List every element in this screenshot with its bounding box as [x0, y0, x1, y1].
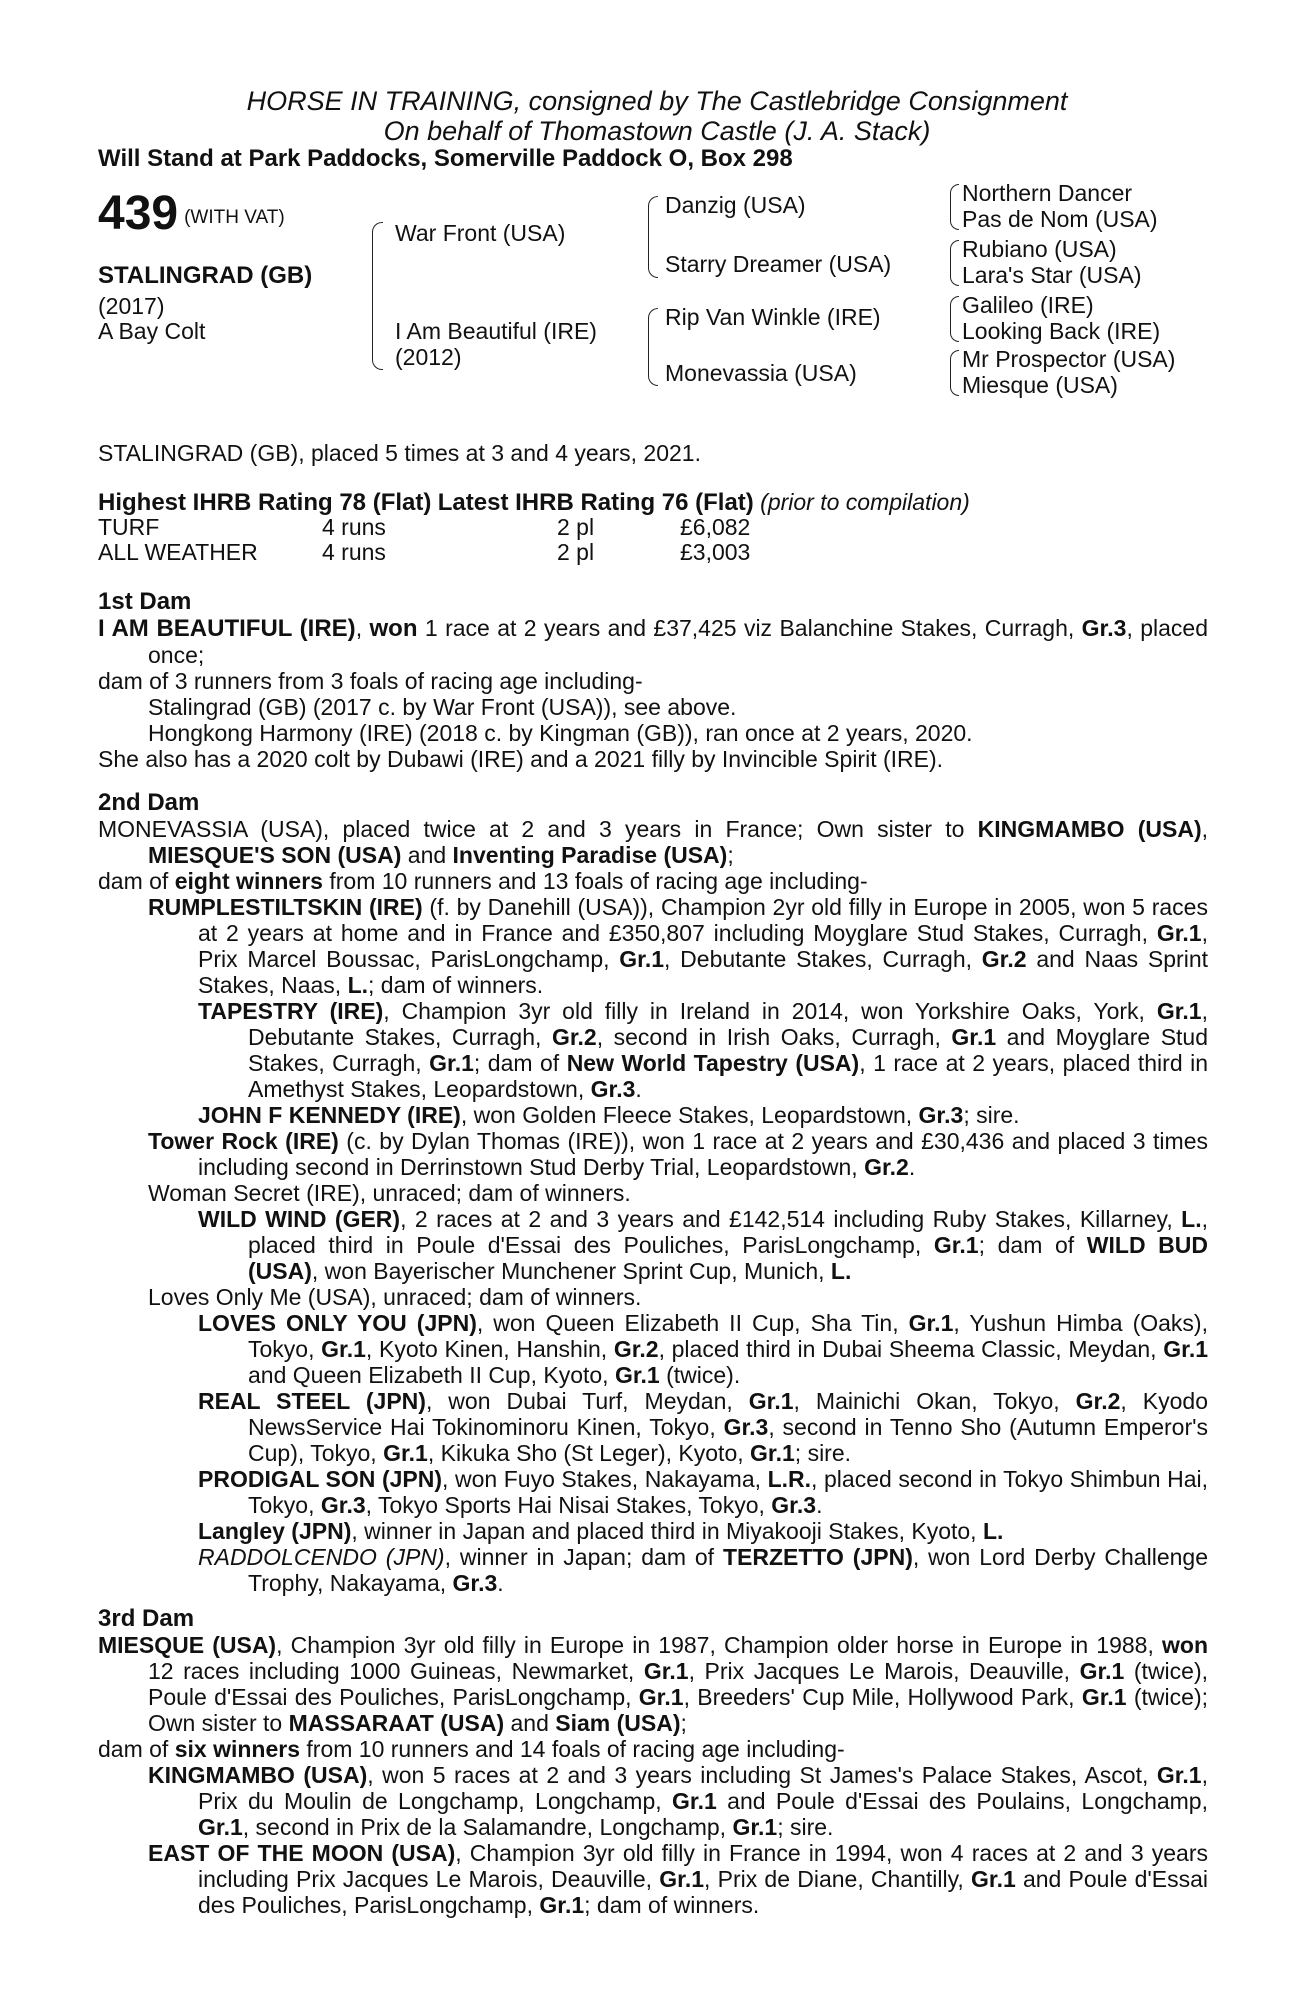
sire-sire-sire: Northern Dancer: [962, 180, 1133, 206]
turf-prize: £6,082: [680, 514, 751, 540]
progeny-tower-rock: [98, 1128, 1208, 1180]
aw-prize: £3,003: [680, 539, 751, 565]
aw-surface: ALL WEATHER: [98, 539, 258, 565]
text: (twice), Poule d'Essai des Pouliches, ParisLongchamp,: [148, 1658, 1209, 1710]
consignor-line: HORSE IN TRAINING, consigned by The Castlebridge Consignment: [246, 86, 1068, 116]
text: ; sire.: [794, 1440, 852, 1466]
progeny-east-of-the-moon: [98, 1840, 1208, 1918]
sire-dam-dam: Lara's Star (USA): [962, 262, 1142, 288]
grade: Gr.1: [643, 1658, 689, 1684]
grade: Gr.3: [452, 1570, 498, 1596]
grade: Gr.2: [1075, 1388, 1121, 1414]
progeny-wild-wind: [98, 1206, 1208, 1284]
text: ; sire.: [777, 1814, 834, 1840]
grade: Gr.1: [619, 946, 665, 972]
text: and Poule d'Essai des Pouliches, ParisLongchamp,: [198, 1866, 1208, 1918]
progeny-real-steel: [98, 1388, 1208, 1466]
text: , Breeders' Cup Mile, Hollywood Park,: [683, 1684, 1082, 1710]
grade: Gr.3: [1081, 615, 1127, 641]
sire-parents-brace: [648, 196, 658, 278]
sire-dam: Starry Dreamer (USA): [665, 251, 892, 277]
progeny-raddolcendo: [98, 1544, 1208, 1596]
text: , winner in Japan and placed third in Miyakooji Stakes, Kyoto,: [351, 1518, 983, 1544]
grade: L.R.: [767, 1466, 812, 1492]
horse-description: A Bay Colt: [98, 318, 206, 344]
second-dam-section: [98, 790, 1208, 1596]
progeny-loves-only-me: Loves Only Me (USA), unraced; dam of winners.: [148, 1284, 642, 1310]
progeny-name: EAST OF THE MOON (USA): [148, 1840, 456, 1866]
third-dam-name: MIESQUE (USA): [98, 1632, 277, 1658]
text: ,: [1201, 816, 1208, 842]
text: , won Bayerischer Munchener Sprint Cup, Munich,: [311, 1258, 831, 1284]
grade: Gr.2: [551, 1024, 597, 1050]
text: 12 races including 1000 Guineas, Newmarket,: [148, 1658, 644, 1684]
relative-name: MASSARAAT (USA): [288, 1710, 505, 1736]
dam-dam-dam: Miesque (USA): [962, 372, 1118, 398]
dam-sire-dam: Looking Back (IRE): [962, 318, 1161, 344]
vat-note: (WITH VAT): [184, 207, 285, 228]
progeny-name: New World Tapestry (USA): [566, 1050, 860, 1076]
grade: L.: [1181, 1206, 1202, 1232]
first-dam-record: I AM BEAUTIFUL (IRE), won 1 race at 2 years and £37,425 viz Balanchine Stakes, Curragh, Gr.3, placed once;: [98, 615, 1209, 668]
progeny-name: KINGMAMBO (USA): [148, 1762, 368, 1788]
text: ; dam of winners.: [368, 972, 544, 998]
progeny-name: Tower Rock (IRE): [148, 1128, 339, 1154]
grade: Gr.1: [321, 1336, 366, 1362]
text: from 10 runners and 13 foals of racing age including-: [322, 868, 868, 894]
text: , Prix Marcel Boussac, ParisLongchamp,: [198, 920, 1208, 972]
text: , 1 race at 2 years, placed third in Amethyst Stakes, Leopardstown,: [248, 1050, 1208, 1102]
text: , Kikuka Sho (St Leger), Kyoto,: [427, 1440, 751, 1466]
grade: Gr.1: [748, 1388, 794, 1414]
progeny-name: WILD BUD (USA): [248, 1232, 1209, 1284]
third-dam-section: [98, 1606, 1208, 1918]
dam-parents-brace: [648, 308, 658, 386]
progeny-woman-secret: Woman Secret (IRE), unraced; dam of winners.: [148, 1180, 631, 1206]
text: , won 5 races at 2 and 3 years including St James's Palace Stakes, Ascot,: [367, 1762, 1157, 1788]
text: , Prix de Diane, Chantilly,: [704, 1866, 971, 1892]
sire-sire-dam: Pas de Nom (USA): [962, 206, 1158, 232]
text: (twice); Own sister to: [148, 1684, 1208, 1736]
sire-dam-brace: [372, 222, 383, 370]
dam: I Am Beautiful (IRE): [395, 318, 597, 344]
progeny-loves-only-you: [98, 1310, 1208, 1388]
text: ;: [727, 842, 734, 868]
grade: Gr.1: [1156, 998, 1202, 1024]
progeny-name: LOVES ONLY YOU (JPN): [198, 1310, 477, 1336]
text: ; dam of winners.: [584, 1892, 760, 1918]
rating-note: (prior to compilation): [760, 489, 970, 515]
grade: Gr.1: [198, 1814, 243, 1840]
text: and: [504, 1710, 556, 1736]
third-dam-record: [98, 1632, 1208, 1736]
dam-year: (2012): [395, 344, 462, 370]
second-dam-heading: 2nd Dam: [98, 789, 200, 816]
first-dam-progeny-1: Stalingrad (GB) (2017 c. by War Front (USA)), see above.: [148, 694, 737, 720]
progeny-name: RUMPLESTILTSKIN (IRE): [148, 894, 423, 920]
grade: Gr.1: [539, 1892, 585, 1918]
turf-placed: 2 pl: [557, 514, 595, 540]
grade: Gr.1: [951, 1024, 997, 1050]
first-dam-progeny-2: Hongkong Harmony (IRE) (2018 c. by Kingman (GB)), ran once at 2 years, 2020.: [148, 720, 973, 746]
text: , Champion 3yr old filly in France in 1994, won 4 races at 2 and 3 years including Prix Jacques Le Marois, Deauville,: [198, 1840, 1208, 1892]
text: , Debutante Stakes, Curragh,: [248, 998, 1208, 1050]
text: and Naas Sprint Stakes, Naas,: [198, 946, 1208, 998]
sire: War Front (USA): [395, 220, 566, 246]
grade: Gr.1: [750, 1440, 795, 1466]
first-dam-foals: She also has a 2020 colt by Dubawi (IRE) and a 2021 filly by Invincible Spirit (IRE).: [98, 746, 944, 772]
text: .: [497, 1570, 504, 1596]
grade: Gr.3: [320, 1492, 366, 1518]
ggp-brace-1: [950, 184, 959, 230]
grade: Gr.2: [864, 1154, 909, 1180]
horse-year: (2017): [98, 293, 165, 319]
won-word: won: [369, 615, 418, 642]
won-word: won: [1162, 1632, 1208, 1658]
text: , second in Tenno Sho (Autumn Emperor's Cup), Tokyo,: [248, 1414, 1209, 1466]
grade: Gr.1: [971, 1866, 1016, 1892]
text: ; dam of: [978, 1232, 1087, 1258]
text: ;: [680, 1710, 687, 1736]
first-dam-text: 1 race at 2 years and £37,425 viz Balanchine Stakes, Curragh,: [417, 615, 1075, 641]
progeny-name: Langley (JPN): [198, 1518, 352, 1544]
second-dam-produce: [98, 868, 1208, 894]
relative-name: KINGMAMBO (USA): [977, 816, 1202, 842]
winner-count: six winners: [174, 1736, 300, 1762]
text: .: [816, 1492, 823, 1518]
text: (f. by Danehill (USA)), Champion 2yr old filly in Europe in 2005, won 5 races at 2 years at home and in France and £350,807 including Moyglare Stud Stakes, Curragh,: [198, 894, 1208, 946]
grade: Gr.1: [429, 1050, 474, 1076]
latest-rating: Latest IHRB Rating 76 (Flat): [437, 489, 754, 516]
third-dam-heading: 3rd Dam: [98, 1605, 195, 1632]
progeny-prodigal-son: [98, 1466, 1208, 1518]
text: and Moyglare Stud Stakes, Curragh,: [248, 1024, 1209, 1076]
grade: Gr.1: [659, 1866, 705, 1892]
turf-runs: 4 runs: [322, 514, 386, 540]
grade: Gr.3: [723, 1414, 769, 1440]
text: (c. by Dylan Thomas (IRE)), won 1 race at 2 years and £30,436 and placed 3 times including second in Derrinstown Stud Derby Trial, Leopardstown,: [198, 1128, 1208, 1180]
grade: Gr.3: [918, 1102, 964, 1128]
progeny-kingmambo: [98, 1762, 1208, 1840]
progeny-name: TAPESTRY (IRE): [198, 998, 384, 1024]
text: ; sire.: [963, 1102, 1020, 1128]
grade: Gr.1: [638, 1684, 684, 1710]
text: dam of: [98, 868, 175, 894]
first-dam-name: I AM BEAUTIFUL (IRE): [98, 615, 356, 642]
grade: Gr.1: [614, 1362, 660, 1388]
horse-name: STALINGRAD (GB): [98, 262, 313, 289]
aw-placed: 2 pl: [557, 539, 595, 565]
behalf-line: On behalf of Thomastown Castle (J. A. Stack): [383, 116, 931, 146]
first-dam-heading: 1st Dam: [98, 588, 192, 615]
race-summary: STALINGRAD (GB), placed 5 times at 3 and 4 years, 2021.: [98, 440, 701, 466]
progeny-name: WILD WIND (GER): [198, 1206, 401, 1232]
text: , won Fuyo Stakes, Nakayama,: [442, 1466, 768, 1492]
text: MONEVASSIA (USA), placed twice at 2 and 3 years in France; Own sister to: [98, 816, 978, 842]
aw-runs: 4 runs: [322, 539, 386, 565]
progeny-name: PRODIGAL SON (JPN): [198, 1466, 443, 1492]
text: , Prix du Moulin de Longchamp, Longchamp,: [198, 1762, 1208, 1814]
grade: Gr.1: [1156, 920, 1202, 946]
grade: Gr.1: [933, 1232, 979, 1258]
progeny-john-f-kennedy: [98, 1102, 1208, 1128]
text: , Mainichi Okan, Tokyo,: [793, 1388, 1076, 1414]
text: and Poule d'Essai des Poulains, Longchamp,: [716, 1788, 1208, 1814]
relative-name: Siam (USA): [555, 1710, 681, 1736]
grade: Gr.2: [613, 1336, 659, 1362]
grade: Gr.1: [732, 1814, 778, 1840]
text: , placed second in Tokyo Shimbun Hai, Tokyo,: [248, 1466, 1209, 1518]
first-dam-text: , placed once;: [148, 615, 1209, 668]
dam-sire-sire: Galileo (IRE): [962, 292, 1094, 318]
text: , Champion 3yr old filly in Europe in 1987, Champion older horse in Europe in 1988,: [276, 1632, 1162, 1658]
lot-number: 439: [98, 187, 179, 240]
text: (twice).: [659, 1362, 741, 1388]
grade: Gr.2: [981, 946, 1027, 972]
progeny-langley: [98, 1518, 1208, 1544]
winner-count: eight winners: [174, 868, 323, 894]
turf-surface: TURF: [98, 514, 160, 540]
relative-name: MIESQUE'S SON (USA): [148, 842, 402, 868]
first-dam-section: [98, 589, 1208, 772]
grade: L.: [830, 1258, 852, 1284]
grade: L.: [347, 972, 369, 998]
progeny-name: REAL STEEL (JPN): [198, 1388, 426, 1414]
grade: Gr.1: [383, 1440, 428, 1466]
text: , Champion 3yr old filly in Ireland in 2014, won Yorkshire Oaks, York,: [383, 998, 1157, 1024]
stand-location: Will Stand at Park Paddocks, Somerville Paddock O, Box 298: [98, 145, 793, 172]
text: , Prix Jacques Le Marois, Deauville,: [688, 1658, 1080, 1684]
text: , won Dubai Turf, Meydan,: [425, 1388, 749, 1414]
progeny-name: JOHN F KENNEDY (IRE): [198, 1102, 461, 1128]
ggp-brace-2: [950, 240, 959, 286]
grade: Gr.3: [590, 1076, 636, 1102]
first-dam-produce: dam of 3 runners from 3 foals of racing age including-: [98, 668, 643, 694]
text: , Debutante Stakes, Curragh,: [664, 946, 982, 972]
grade: Gr.1: [672, 1788, 717, 1814]
sire-dam-sire: Rubiano (USA): [962, 236, 1117, 262]
ratings-line: [98, 489, 970, 516]
progeny-rumplestiltskin: [98, 894, 1208, 998]
relative-name: Inventing Paradise (USA): [452, 842, 728, 868]
second-dam-record: [98, 816, 1208, 868]
text: , Kyoto Kinen, Hanshin,: [365, 1336, 614, 1362]
text: and Queen Elizabeth II Cup, Kyoto,: [248, 1362, 615, 1388]
text: ; dam of: [473, 1050, 567, 1076]
text: , won Golden Fleece Stakes, Leopardstown,: [460, 1102, 919, 1128]
grade: Gr.3: [771, 1492, 817, 1518]
grade: Gr.1: [1081, 1684, 1127, 1710]
grade: Gr.1: [1079, 1658, 1125, 1684]
progeny-name: TERZETTO (JPN): [722, 1544, 913, 1570]
dam-sire: Rip Van Winkle (IRE): [665, 304, 881, 330]
text: , Kyodo NewsService Hai Tokinominoru Kinen, Tokyo,: [248, 1388, 1208, 1440]
text: , second in Prix de la Salamandre, Longchamp,: [242, 1814, 733, 1840]
grade: Gr.1: [1163, 1336, 1209, 1362]
sire-sire: Danzig (USA): [665, 192, 806, 218]
text: dam of: [98, 1736, 175, 1762]
grade: Gr.1: [908, 1310, 954, 1336]
progeny-tapestry: [98, 998, 1208, 1102]
dam-dam-sire: Mr Prospector (USA): [962, 346, 1176, 372]
text: .: [635, 1076, 642, 1102]
text: , placed third in Poule d'Essai des Pouliches, ParisLongchamp,: [248, 1206, 1208, 1258]
dam-dam: Monevassia (USA): [665, 360, 857, 386]
text: , winner in Japan; dam of: [444, 1544, 723, 1570]
text: .: [908, 1154, 916, 1180]
text: , second in Irish Oaks, Curragh,: [596, 1024, 952, 1050]
text: , Tokyo Sports Hai Nisai Stakes, Tokyo,: [365, 1492, 772, 1518]
progeny-name: RADDOLCENDO (JPN): [198, 1544, 445, 1570]
text: and: [401, 842, 453, 868]
grade: L.: [982, 1518, 1004, 1544]
third-dam-produce: [98, 1736, 1208, 1762]
grade: Gr.1: [1156, 1762, 1202, 1788]
text: from 10 runners and 14 foals of racing age including-: [300, 1736, 845, 1762]
text: , won Queen Elizabeth II Cup, Sha Tin,: [476, 1310, 909, 1336]
text: , Yushun Himba (Oaks), Tokyo,: [248, 1310, 1208, 1362]
text: , won Lord Derby Challenge Trophy, Nakayama,: [248, 1544, 1208, 1596]
text: , placed third in Dubai Sheema Classic, Meydan,: [658, 1336, 1164, 1362]
ggp-brace-4: [950, 350, 959, 396]
lot-block: [98, 187, 285, 240]
highest-rating: Highest IHRB Rating 78 (Flat): [98, 489, 432, 516]
ggp-brace-3: [950, 296, 959, 342]
text: , 2 races at 2 and 3 years and £142,514 including Ruby Stakes, Killarney,: [400, 1206, 1182, 1232]
